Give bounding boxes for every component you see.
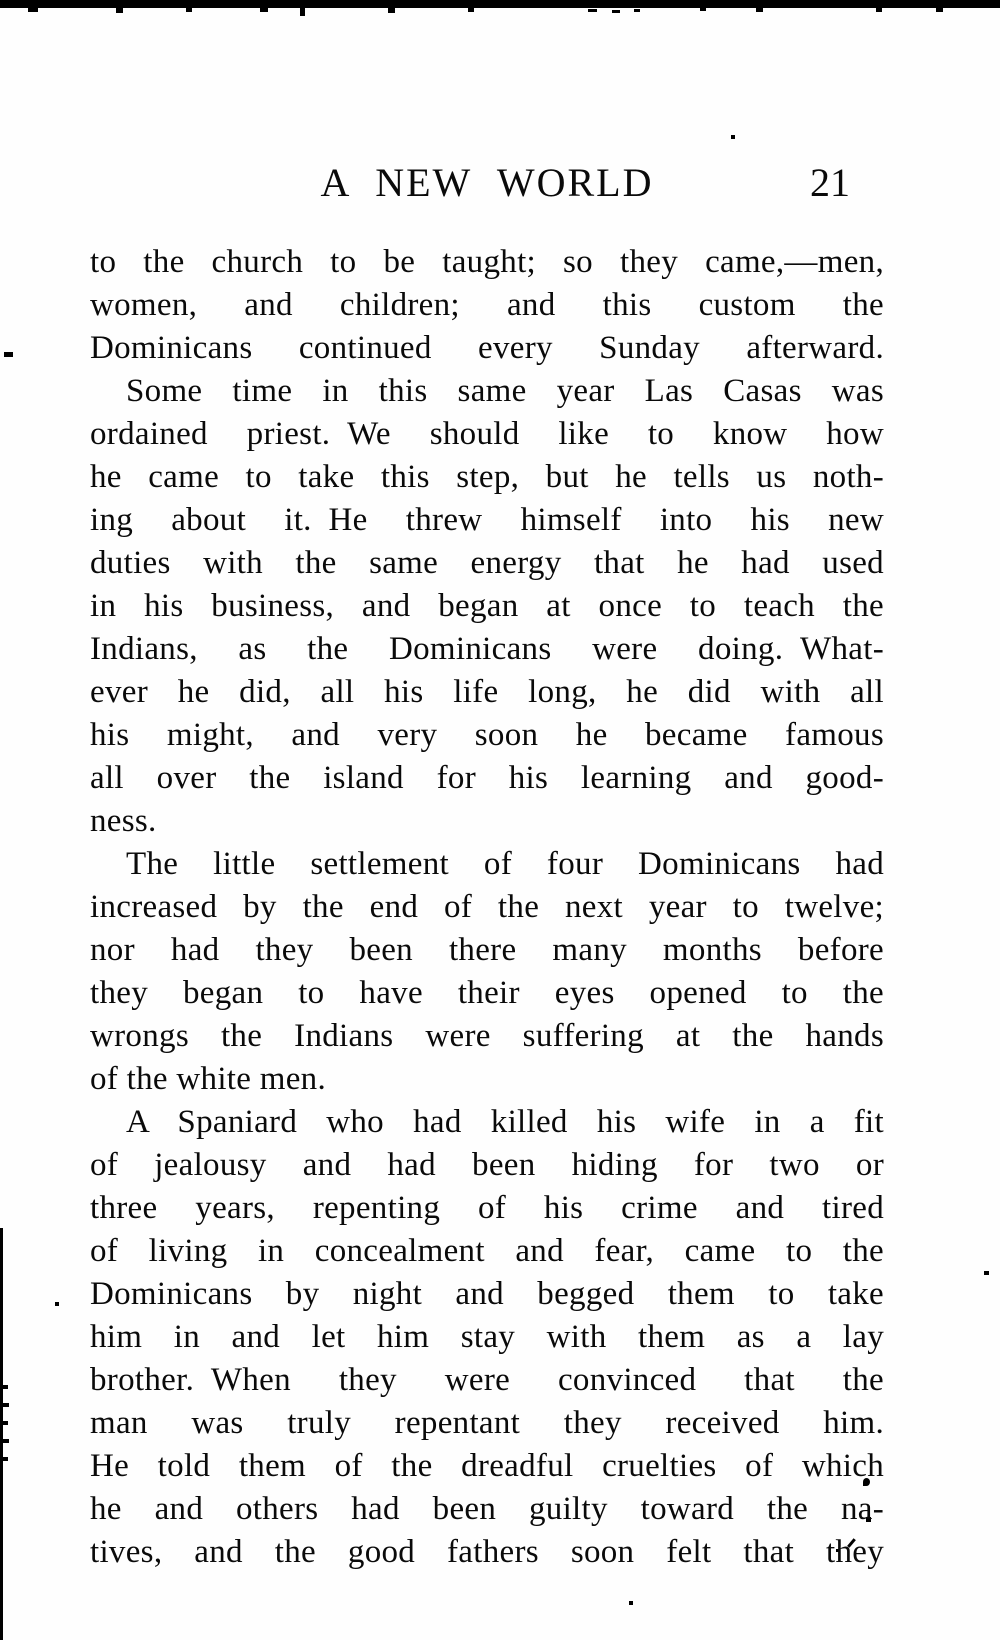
scan-speck [4, 352, 13, 357]
text-line: ing about it. He threw himself into his new [90, 502, 884, 538]
text-line: wrongs the Indians were suffering at the hands [90, 1018, 884, 1054]
scan-artifact-nub [612, 10, 620, 13]
scan-artifact-nub [756, 8, 763, 12]
scan-artifact-nub [300, 8, 305, 16]
text-line: Indians, as the Dominicans were doing. What- [90, 631, 884, 667]
text-line: Dominicans continued every Sunday afterward. [90, 330, 884, 366]
text-line: brother. When they were convinced that the [90, 1362, 884, 1398]
scan-artifact-nub [3, 1385, 8, 1389]
scan-artifact-nub [936, 8, 943, 12]
scan-artifact-nub [3, 1421, 8, 1425]
text-line: of living in concealment and fear, came to the [90, 1233, 884, 1269]
scan-artifact-nub [634, 9, 640, 12]
text-line: they began to have their eyes opened to the [90, 975, 884, 1011]
scan-artifact-left-bar [0, 1228, 3, 1640]
text-line: three years, repenting of his crime and tired [90, 1190, 884, 1226]
scan-artifact-nub [3, 1457, 8, 1461]
text-line: Some time in this same year Las Casas was [126, 373, 884, 409]
scan-artifact-nub [3, 1403, 9, 1407]
scan-artifact-nub [116, 8, 123, 13]
scan-artifact-nub [388, 8, 395, 13]
page-number: 21 [810, 160, 850, 205]
text-line: of jealousy and had been hiding for two or [90, 1147, 884, 1183]
scan-artifact-nub [468, 8, 474, 12]
text-line: tives, and the good fathers soon felt that they [90, 1534, 884, 1570]
scan-artifact-nub [260, 8, 268, 12]
text-line: increased by the end of the next year to twelve; [90, 889, 884, 925]
text-line: duties with the same energy that he had used [90, 545, 884, 581]
text-line: in his business, and began at once to teach the [90, 588, 884, 624]
text-line: Dominicans by night and begged them to take [90, 1276, 884, 1312]
text-line: nor had they been there many months before [90, 932, 884, 968]
text-line: he and others had been guilty toward the na- [90, 1491, 884, 1527]
text-line: his might, and very soon he became famous [90, 717, 884, 753]
text-line: The little settlement of four Dominicans had [126, 846, 884, 882]
text-line: A Spaniard who had killed his wife in a fit [126, 1104, 884, 1140]
text-line: He told them of the dreadful cruelties of which [90, 1448, 884, 1484]
text-line: him in and let him stay with them as a lay [90, 1319, 884, 1355]
scan-artifact-nub [3, 1439, 9, 1443]
text-line: all over the island for his learning and good- [90, 760, 884, 796]
scan-artifact-top-bar [0, 0, 1000, 8]
running-title: A NEW WORLD [320, 160, 654, 205]
scan-speck [984, 1271, 989, 1275]
scan-artifact-nub [28, 8, 38, 12]
text-line: man was truly repentant they received him. [90, 1405, 884, 1441]
text-line: ness. [90, 803, 157, 839]
text-line: to the church to be taught; so they came,—men, [90, 244, 884, 280]
text-line: of the white men. [90, 1061, 327, 1097]
scan-artifact-nub [186, 8, 192, 12]
text-line: women, and children; and this custom the [90, 287, 884, 323]
scan-artifact-nub [876, 8, 882, 12]
text-line: ordained priest. We should like to know how [90, 416, 884, 452]
text-block [90, 241, 884, 1574]
page-header [90, 162, 884, 204]
scan-artifact-nub [700, 8, 706, 11]
scan-speck [629, 1601, 633, 1605]
scan-speck [731, 135, 735, 139]
text-line: ever he did, all his life long, he did with all [90, 674, 884, 710]
text-line: he came to take this step, but he tells us noth- [90, 459, 884, 495]
scan-artifact-nub [588, 9, 597, 12]
scan-speck [55, 1302, 59, 1306]
